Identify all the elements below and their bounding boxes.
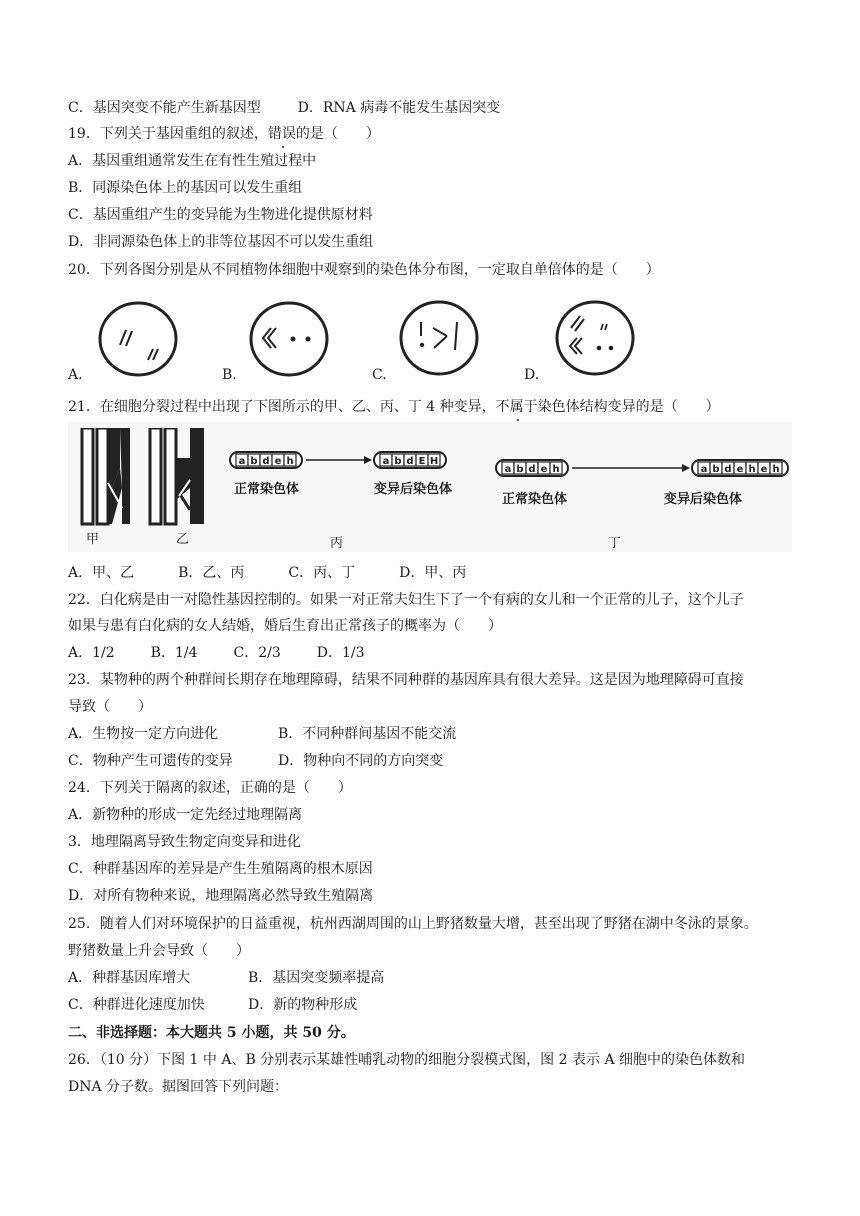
gene-label: e <box>760 464 768 475</box>
option-c: C．基因突变不能产生新基因型 <box>68 100 261 116</box>
figure-label-a: A. <box>68 367 83 383</box>
gene-label: d <box>406 456 414 467</box>
q24-option-b: 3．地理隔离导致生物定向变异和进化 <box>68 834 301 850</box>
q19-option-c: C．基因重组产生的变异能为生物进化提供原材料 <box>68 207 373 223</box>
q26-stem-line1: 26．（10 分）下图 1 中 A、B 分别表示某雄性哺乳动物的细胞分裂模式图，图 2 表示 A 细胞中的染色体数和 <box>68 1052 746 1068</box>
figure-label-b: B. <box>222 367 237 383</box>
q23-stem-line2: 导致（ ） <box>68 699 152 715</box>
figure-label-c: C. <box>372 367 387 383</box>
emphasis-text: 不属于 <box>495 399 538 415</box>
q25-stem-line2: 野猪数量上升会导致（ ） <box>68 943 250 959</box>
emphasis-text: 错误 <box>267 126 296 142</box>
q21-options <box>68 563 466 583</box>
gene-label: E <box>418 456 426 467</box>
chromosome-pair-jia <box>78 428 134 538</box>
label-ding: 丁 <box>608 536 622 551</box>
option-a: A．1/2 <box>68 645 115 661</box>
figure-label-d: D. <box>524 367 540 383</box>
option-c: C．种群进化速度加快 <box>68 997 205 1013</box>
gene-label: d <box>724 464 732 475</box>
option-b: B．不同种群间基因不能交流 <box>278 726 457 742</box>
normal-chromosome <box>230 452 302 468</box>
q24-option-d: D．对所有物种来说，地理隔离必然导致生殖隔离 <box>68 888 374 904</box>
option-d: D．1/3 <box>316 645 365 661</box>
q19-option-d: D．非同源染色体上的非等位基因不可以发生重组 <box>68 234 374 250</box>
cell-figure-b <box>247 300 331 380</box>
gene-label: h <box>286 456 294 467</box>
label-bing: 丙 <box>330 536 344 551</box>
gene-label: h <box>552 464 560 475</box>
option-a: A．甲、乙 <box>68 565 135 581</box>
gene-label: d <box>528 464 536 475</box>
cell-figure-a <box>96 300 180 380</box>
q19-option-b: B．同源染色体上的基因可以发生重组 <box>68 180 303 196</box>
option-d: D．甲、丙 <box>399 565 467 581</box>
q24-option-c: C．种群基因库的差异是产生生殖隔离的根木原因 <box>68 861 373 877</box>
label-normal-chromosome: 正常染色体 <box>502 492 568 507</box>
option-a: A．种群基因库增大 <box>68 970 191 986</box>
cell-figure-d <box>553 298 637 380</box>
gene-label: b <box>516 464 524 475</box>
option-c: C．物种产生可遗传的变异 <box>68 753 233 769</box>
q18-options <box>68 98 500 118</box>
gene-label: a <box>382 456 390 467</box>
section-heading: 二、非选择题：本大题共 5 小题，共 50 分。 <box>68 1025 355 1041</box>
option-b: B．基因突变频率提高 <box>248 970 385 986</box>
label-normal-chromosome: 正常染色体 <box>234 482 300 497</box>
mutated-chromosome <box>374 452 446 468</box>
chromosome-diagram-ding <box>494 456 792 516</box>
q25-stem-line1: 25．随着人们对环境保护的日益重视，杭州西湖周围的山上野猪数量大增，甚至出现了野猪在湖中冬泳的景象。 <box>68 916 758 932</box>
cell-figure-c <box>397 298 481 380</box>
label-jia: 甲 <box>86 532 100 547</box>
mutated-chromosome <box>692 460 788 476</box>
arrow-head <box>364 456 372 464</box>
option-d: D．物种向不同的方向突变 <box>278 753 444 769</box>
gene-label: a <box>700 464 708 475</box>
q21-stem: 21．在细胞分裂过程中出现了下图所示的甲、乙、丙、丁 4 种变异，不属于染色体结构变异的是（ ） <box>68 399 720 415</box>
gene-label: b <box>250 456 258 467</box>
gene-label: b <box>712 464 720 475</box>
gene-label: H <box>429 456 439 467</box>
option-d: D．RNA 病毒不能发生基因突变 <box>297 100 501 116</box>
q22-stem-line1: 22．白化病是由一对隐性基因控制的。如果一对正常夫妇生下了一个有病的女儿和一个正常的儿子，这个儿子 <box>68 592 744 608</box>
option-c: C．2/3 <box>233 645 281 661</box>
q23-options-row1 <box>68 724 456 744</box>
arrow-head <box>682 464 690 472</box>
gene-label: h <box>772 464 780 475</box>
option-a: A．生物按一定方向进化 <box>68 726 219 742</box>
q25-options-row2 <box>68 995 357 1015</box>
label-mutated-chromosome: 变异后染色体 <box>374 482 453 497</box>
option-b: B．乙、丙 <box>178 565 245 581</box>
option-b: B．1/4 <box>150 645 198 661</box>
gene-label: a <box>238 456 246 467</box>
gene-label: b <box>394 456 402 467</box>
gene-label: e <box>736 464 744 475</box>
q22-stem-line2: 如果与患有白化病的女人结婚，婚后生育出正常孩子的概率为（ ） <box>68 618 502 634</box>
q19-stem: 19．下列关于基因重组的叙述，错误的是（ ） <box>68 126 380 142</box>
q19-option-a: A．基因重组通常发生在有性生殖过程中 <box>68 153 317 169</box>
normal-chromosome <box>496 460 568 476</box>
q25-options-row1 <box>68 968 384 988</box>
q22-options <box>68 643 365 663</box>
gene-label: d <box>262 456 270 467</box>
label-yi: 乙 <box>176 532 190 547</box>
q24-option-a: A．新物种的形成一定先经过地理隔离 <box>68 807 303 823</box>
q24-stem: 24．下列关于隔离的叙述，正确的是（ ） <box>68 780 352 796</box>
q26-stem-line2: DNA 分子数。据图回答下列问题： <box>68 1079 289 1095</box>
label-mutated-chromosome: 变异后染色体 <box>664 492 743 507</box>
option-d: D．新的物种形成 <box>248 997 358 1013</box>
gene-label: e <box>274 456 282 467</box>
q23-stem-line1: 23．某物种的两个种群间长期存在地理障碍，结果不同种群的基因库具有很大差异。这是因为地理障碍可直接 <box>68 672 744 688</box>
gene-label: a <box>504 464 512 475</box>
option-c: C．丙、丁 <box>288 565 356 581</box>
gene-label: h <box>748 464 756 475</box>
q21-figure <box>68 422 792 552</box>
q23-options-row2 <box>68 751 443 771</box>
gene-label: e <box>540 464 548 475</box>
chromosome-pair-yi <box>146 428 212 538</box>
q20-stem: 20．下列各图分别是从不同植物体细胞中观察到的染色体分布图，一定取自单倍体的是（ ） <box>68 262 660 278</box>
